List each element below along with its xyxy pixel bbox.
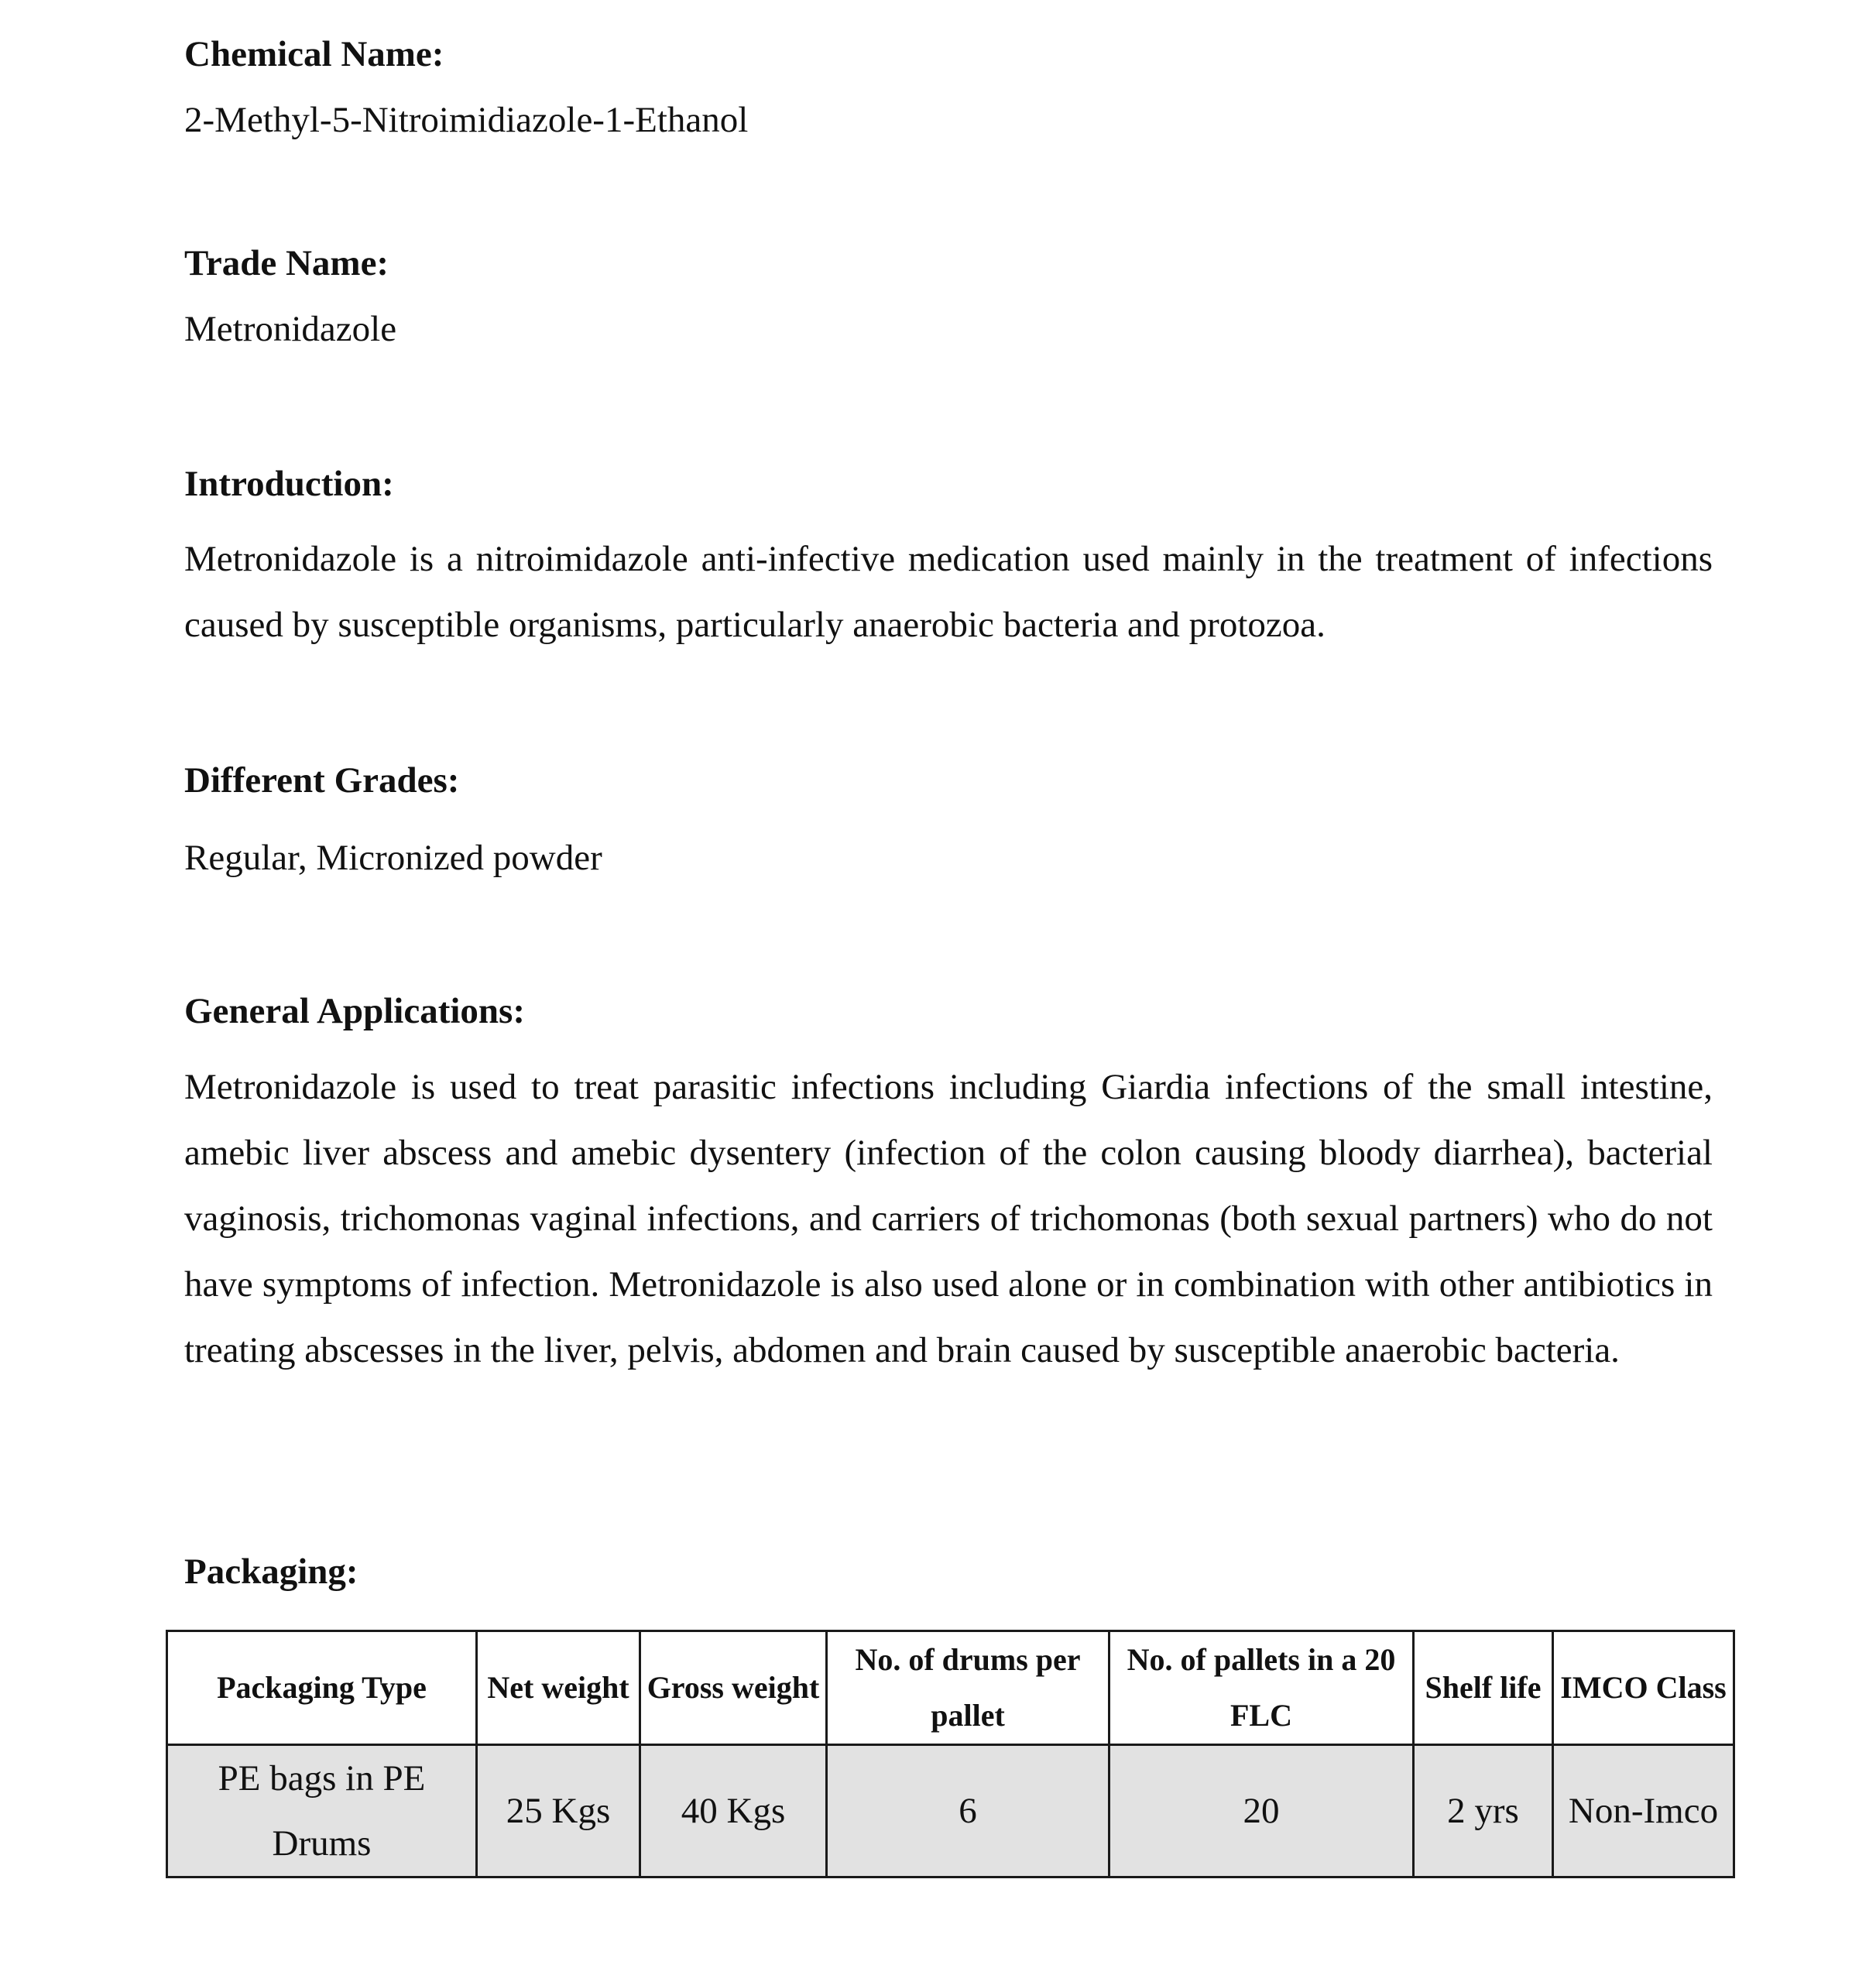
header-packaging-type: Packaging Type [167, 1631, 477, 1745]
trade-name-heading: Trade Name: [184, 243, 389, 283]
general-applications-text: Metronidazole is used to treat parasitic infections including Giardia infections of the small intestine, amebic liver abscess and amebic dysentery (infection of the colon causing bloody diarrhea), bacterial vaginosis, trichomonas vaginal infections, and carriers of trichomonas (both sexual partners) who do not have symptoms of infection. Metronidazole is also used alone or in combination with other antibiotics in treating abscesses in the liver, pelvis, abdomen and brain caused by susceptible anaerobic bacteria. [184, 1067, 1713, 1370]
packaging-table-header-row [167, 1631, 1734, 1745]
chemical-name-heading: Chemical Name: [184, 34, 444, 74]
general-applications-heading: General Applications: [184, 991, 525, 1031]
table-row [167, 1745, 1734, 1877]
header-pallets-per-flc: No. of pallets in a 20 FLC [1109, 1631, 1414, 1745]
header-drums-per-pallet: No. of drums per pallet [827, 1631, 1109, 1745]
cell-imco-class: Non-Imco [1553, 1745, 1734, 1877]
header-gross-weight: Gross weight [640, 1631, 827, 1745]
packaging-heading: Packaging: [184, 1552, 358, 1592]
header-imco-class: IMCO Class [1553, 1631, 1734, 1745]
different-grades-value: Regular, Micronized powder [184, 838, 602, 878]
cell-drums-per-pallet: 6 [827, 1745, 1109, 1877]
trade-name-value: Metronidazole [184, 309, 397, 349]
header-net-weight: Net weight [477, 1631, 640, 1745]
different-grades-heading: Different Grades: [184, 760, 460, 801]
header-shelf-life: Shelf life [1414, 1631, 1553, 1745]
introduction-heading: Introduction: [184, 464, 394, 504]
cell-shelf-life: 2 yrs [1414, 1745, 1553, 1877]
cell-gross-weight: 40 Kgs [640, 1745, 827, 1877]
cell-pallets-per-flc: 20 [1109, 1745, 1414, 1877]
chemical-name-value: 2-Methyl-5-Nitroimidiazole-1-Ethanol [184, 100, 749, 140]
cell-net-weight: 25 Kgs [477, 1745, 640, 1877]
introduction-text: Metronidazole is a nitroimidazole anti-infective medication used mainly in the treatment of infections caused by susceptible organisms, particularly anaerobic bacteria and protozoa. [184, 539, 1713, 645]
cell-packaging-type: PE bags in PE Drums [167, 1745, 477, 1877]
packaging-table [166, 1630, 1735, 1878]
